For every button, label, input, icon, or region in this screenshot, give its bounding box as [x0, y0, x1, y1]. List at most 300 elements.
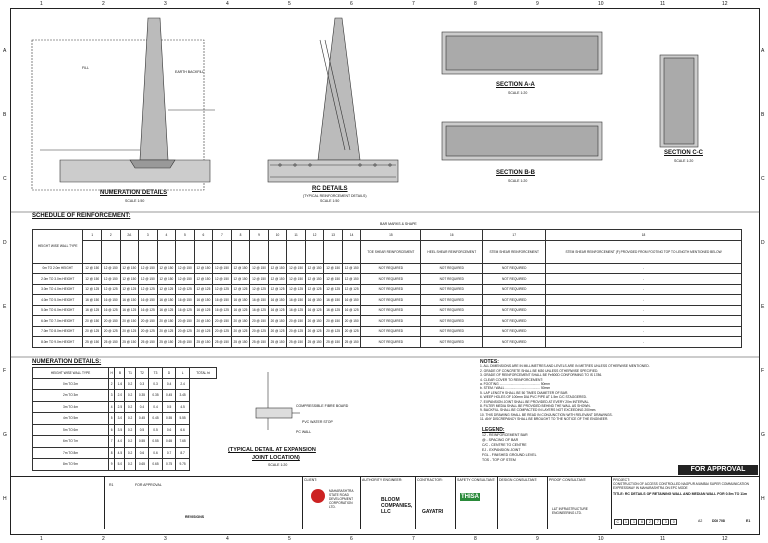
bar-shape-cell — [305, 240, 324, 263]
row-label: 8.0m TO 9.0m HEIGHT — [33, 337, 83, 348]
shear-cell: NOT REQUIRED — [483, 274, 546, 285]
bar-shape-cell — [250, 240, 269, 263]
numeration-cell: 0.2 — [125, 378, 135, 390]
note-item: 3. GRADE OF REINFORCEMENT SHALL BE Fe500D CONFORMING TO IS 1786. — [480, 373, 603, 378]
bar-cell: 20 @ 150 — [83, 316, 102, 327]
authority-name: BLOOM COMPANIES, LLC — [381, 497, 413, 515]
drawing-no: DDI 708 — [712, 519, 725, 523]
table-row — [33, 413, 217, 425]
expansion-scale: SCALE 1:20 — [268, 463, 288, 467]
table-row — [33, 284, 742, 295]
bar-cell: 12 @ 150 — [342, 274, 361, 285]
numeration-cell: 8 — [109, 447, 115, 459]
bar-cell: 20 @ 125 — [305, 326, 324, 337]
numeration-cell: 2.4 — [176, 378, 190, 390]
note-item: 6. WEEP HOLES OF 100mm DIA PVC PIPE AT 1.5m C/C STAGGERED. — [480, 395, 587, 400]
shear-cell: NOT REQUIRED — [361, 263, 421, 274]
bar-cell: 16 @ 150 — [250, 295, 269, 306]
bar-cell: 20 @ 125 — [342, 326, 361, 337]
numeration-col-head: T2 — [135, 368, 149, 379]
numeration-cell: 0.2 — [125, 390, 135, 402]
expansion-joint-drawing — [256, 372, 300, 430]
schedule-col-head: 18 — [546, 230, 742, 241]
schedule-col-head: 5 — [176, 230, 195, 241]
authority-cell — [361, 477, 416, 529]
bar-cell: 16 @ 125 — [139, 305, 158, 316]
numeration-cell: 0.35 — [135, 390, 149, 402]
bar-cell: 12 @ 150 — [268, 263, 287, 274]
ruler-row-label: A — [3, 48, 7, 54]
bar-cell: 16 @ 150 — [101, 295, 120, 306]
bar-shape-cell — [157, 240, 176, 263]
safety-label: SAFETY CONSULTANT: — [457, 478, 496, 482]
bar-cell: 16 @ 150 — [324, 295, 343, 306]
table-row — [33, 401, 217, 413]
bar-cell: 12 @ 150 — [213, 274, 232, 285]
bar-cell: 16 @ 150 — [139, 295, 158, 306]
bar-cell: 20 @ 125 — [231, 326, 250, 337]
bar-cell: 20 @ 150 — [231, 316, 250, 327]
ruler-row-label: D — [3, 240, 7, 246]
bar-cell: 20 @ 125 — [213, 326, 232, 337]
schedule-col-head: 2A — [120, 230, 139, 241]
table-row — [33, 316, 742, 327]
numeration-cell: 6.6 — [176, 424, 190, 436]
ruler-col-label: 5 — [288, 1, 291, 7]
shear-cell: NOT REQUIRED — [483, 326, 546, 337]
numeration-cell: 0.5 — [135, 424, 149, 436]
ruler-col-label: 12 — [722, 1, 728, 7]
numeration-cell: 0.45 — [135, 413, 149, 425]
numeration-cell: 0.65 — [149, 459, 163, 471]
bar-cell: 12 @ 150 — [101, 274, 120, 285]
proof-cell — [548, 477, 612, 529]
ruler-col-label: 4 — [226, 1, 229, 7]
bar-cell: 20 @ 125 — [83, 326, 102, 337]
numeration-cell: 1.6 — [115, 378, 125, 390]
bar-shape-cell — [139, 240, 158, 263]
bar-cell: 16 @ 125 — [83, 305, 102, 316]
schedule-col-head: 4 — [157, 230, 176, 241]
bar-shape-cell — [231, 240, 250, 263]
numeration-cell: 0.2 — [125, 413, 135, 425]
bar-cell: 12 @ 125 — [157, 284, 176, 295]
bar-cell: 16 @ 150 — [231, 295, 250, 306]
bar-shape-cell — [194, 240, 213, 263]
schedule-col-head: 9 — [250, 230, 269, 241]
bar-cell: 20 @ 150 — [120, 316, 139, 327]
numeration-cell: 9 — [109, 459, 115, 471]
expansion-note-2: PVC WATER STOP — [302, 420, 333, 424]
note-item: 7. EXPANSION JOINT SHALL BE PROVIDED AT EVERY 20m INTERVAL. — [480, 399, 590, 404]
schedule-col-head: 11 — [287, 230, 306, 241]
shear-cell: - — [546, 326, 742, 337]
expansion-title-2: JOINT LOCATION) — [252, 455, 300, 461]
drawing-rev: E1 — [746, 519, 751, 523]
bar-cell: 20 @ 125 — [268, 326, 287, 337]
bar-cell: 12 @ 150 — [231, 274, 250, 285]
schedule-col-head: 10 — [268, 230, 287, 241]
notes-cell — [10, 477, 105, 529]
proof-name: L&T INFRASTRUCTURE ENGINEERING LTD. — [552, 507, 588, 515]
ruler-row-label: C — [761, 176, 765, 182]
schedule-col-head: 2 — [101, 230, 120, 241]
note-item: 2. GRADE OF CONCRETE SHALL BE M30 UNLESS OTHERWISE SPECIFIED. — [480, 368, 599, 373]
bar-cell: 16 @ 125 — [157, 305, 176, 316]
bar-cell: 20 @ 150 — [324, 316, 343, 327]
numeration-cell: 0.6 — [149, 447, 163, 459]
schedule-title: SCHEDULE OF REINFORCEMENT: — [32, 213, 131, 219]
ruler-col-label: 10 — [598, 536, 604, 542]
bar-cell: 20 @ 150 — [287, 316, 306, 327]
section-aa-drawing — [442, 32, 602, 74]
bar-cell: 20 @ 150 — [305, 316, 324, 327]
schedule-col-head: 3 — [139, 230, 158, 241]
project-label: PROJECT: — [613, 478, 630, 482]
bar-cell: 12 @ 150 — [176, 274, 195, 285]
bar-cell: 12 @ 125 — [120, 284, 139, 295]
bar-shape-cell — [120, 240, 139, 263]
ruler-col-label: 1 — [40, 1, 43, 7]
shear-head: STEM SHEAR REINFORCEMENT — [483, 240, 546, 263]
bar-cell: 12 @ 125 — [101, 284, 120, 295]
ruler-row-label: G — [761, 432, 765, 438]
bar-shape-cell — [101, 240, 120, 263]
title-block — [10, 476, 760, 529]
ruler-col-label: 3 — [164, 1, 167, 7]
bar-cell: 20 @ 125 — [324, 326, 343, 337]
shear-cell: NOT REQUIRED — [361, 295, 421, 306]
numeration-cell: 7 — [109, 436, 115, 448]
ruler-col-label: 11 — [660, 536, 666, 542]
schedule-col-head: 6 — [194, 230, 213, 241]
bar-cell: 16 @ 125 — [305, 305, 324, 316]
expansion-note-3: PC WALL — [296, 430, 312, 434]
note-item: 9. BACKFILL SHALL BE COMPACTED IN LAYERS NOT EXCEEDING 200mm. — [480, 408, 597, 413]
bar-cell: 16 @ 125 — [176, 305, 195, 316]
shear-cell: NOT REQUIRED — [421, 263, 483, 274]
numeration-cell: 3.0 — [115, 413, 125, 425]
numeration-table — [32, 367, 217, 471]
bar-cell: 20 @ 150 — [139, 316, 158, 327]
section-bb-scale: SCALE 1:20 — [508, 179, 528, 183]
legend-item: TOS - TOP OF STEM — [482, 458, 516, 462]
bar-cell: 20 @ 150 — [250, 316, 269, 327]
bar-cell: 16 @ 125 — [268, 305, 287, 316]
bar-cell: 16 @ 150 — [83, 295, 102, 306]
schedule-head: HEIGHT WISE WALL TYPE — [33, 230, 83, 264]
ruler-col-label: 6 — [350, 536, 353, 542]
code-digit: 1 — [630, 519, 637, 525]
bar-cell: 12 @ 150 — [250, 274, 269, 285]
bar-cell: 20 @ 150 — [342, 316, 361, 327]
contractor-cell — [416, 477, 456, 529]
bar-cell: 12 @ 150 — [120, 274, 139, 285]
bar-cell: 12 @ 150 — [83, 274, 102, 285]
bar-cell: 20 @ 125 — [139, 326, 158, 337]
numeration-cell: 0.45 — [149, 413, 163, 425]
ruler-row-label: F — [3, 368, 7, 374]
shear-cell: NOT REQUIRED — [361, 326, 421, 337]
ruler-row-label: G — [3, 432, 7, 438]
numeration-cell: 0.35 — [149, 390, 163, 402]
bar-cell: 12 @ 125 — [231, 284, 250, 295]
bar-shape-cell — [176, 240, 195, 263]
bar-cell: 20 @ 150 — [101, 316, 120, 327]
design-label: DESIGN CONSULTANT: — [499, 478, 538, 482]
bar-cell: 16 @ 125 — [101, 305, 120, 316]
ruler-row-label: C — [3, 176, 7, 182]
table-row — [33, 436, 217, 448]
bar-cell: 16 @ 125 — [120, 305, 139, 316]
ruler-col-label: 9 — [536, 1, 539, 7]
code-digit: 6 — [638, 519, 645, 525]
revisions-label: REVISIONS — [185, 515, 205, 519]
bar-cell: 25 @ 150 — [194, 337, 213, 348]
numeration-cell: 6 — [109, 424, 115, 436]
bar-cell: 20 @ 125 — [250, 326, 269, 337]
bar-shape-cell — [342, 240, 361, 263]
legend-item: EJ - EXPANSION JOINT — [482, 448, 521, 452]
numeration-cell: 3.5 — [115, 424, 125, 436]
numeration-cell: 5 — [109, 413, 115, 425]
ruler-col-label: 3 — [164, 536, 167, 542]
ruler-col-label: 7 — [412, 536, 415, 542]
bar-shape-cell — [287, 240, 306, 263]
numeration-cell: 0.2 — [125, 424, 135, 436]
client-cell — [303, 477, 361, 529]
numeration-cell: 6m TO 7m — [33, 436, 109, 448]
numeration-wall-drawing — [32, 18, 215, 190]
bar-cell: 12 @ 150 — [231, 263, 250, 274]
table-row — [33, 326, 742, 337]
bar-shape-cell — [268, 240, 287, 263]
numeration-cell: 0.55 — [162, 413, 176, 425]
table-row — [33, 447, 217, 459]
bar-cell: 12 @ 150 — [305, 263, 324, 274]
bar-cell: 12 @ 150 — [139, 274, 158, 285]
ruler-col-label: 5 — [288, 536, 291, 542]
numeration-col-head: TOTAL ht — [189, 368, 216, 379]
ruler-col-label: 10 — [598, 1, 604, 7]
numeration-cell: 0.4 — [135, 401, 149, 413]
rev-desc: FOR APPROVAL — [135, 483, 162, 487]
project-cell — [612, 477, 760, 529]
bar-cell: 12 @ 150 — [83, 263, 102, 274]
bar-cell: 25 @ 150 — [213, 337, 232, 348]
row-label: 7.0m TO 8.0m HEIGHT — [33, 326, 83, 337]
row-label: 5.0m TO 6.0m HEIGHT — [33, 305, 83, 316]
note-item: b. STEM / WALL ...................................... 50mm — [480, 386, 551, 391]
bar-cell: 12 @ 125 — [139, 284, 158, 295]
bar-cell: 12 @ 125 — [83, 284, 102, 295]
numeration-cell: 0.7 — [162, 447, 176, 459]
bar-cell: 16 @ 125 — [231, 305, 250, 316]
bar-cell: 16 @ 150 — [120, 295, 139, 306]
bar-cell: 12 @ 125 — [194, 284, 213, 295]
numeration-cell: 0.75 — [162, 459, 176, 471]
bar-cell: 12 @ 150 — [287, 274, 306, 285]
fill-label: FILL — [82, 66, 90, 70]
numeration-cell: 0.3 — [149, 378, 163, 390]
ruler-col-label: 9 — [536, 536, 539, 542]
note-item: 10. THIS DRAWING SHALL BE READ IN CONJUNCTION WITH RELEVANT DRAWINGS. — [480, 412, 613, 417]
shear-cell: NOT REQUIRED — [361, 316, 421, 327]
code-digit: C — [614, 519, 622, 525]
ruler-col-label: 2 — [102, 536, 105, 542]
bar-cell: 12 @ 150 — [194, 263, 213, 274]
shear-cell: NOT REQUIRED — [421, 295, 483, 306]
shear-cell: - — [546, 305, 742, 316]
bar-cell: 20 @ 125 — [176, 326, 195, 337]
numeration-cell: 0.5 — [162, 401, 176, 413]
schedule-col-head: 7 — [213, 230, 232, 241]
bar-cell: 12 @ 150 — [287, 263, 306, 274]
numeration-table-title: NUMERATION DETAILS: — [32, 359, 102, 365]
bar-cell: 12 @ 150 — [157, 263, 176, 274]
numeration-cell: 7.65 — [176, 436, 190, 448]
bar-cell: 16 @ 150 — [342, 295, 361, 306]
numeration-cell: 7m TO 8m — [33, 447, 109, 459]
bar-cell: 12 @ 125 — [342, 284, 361, 295]
shear-cell: NOT REQUIRED — [421, 326, 483, 337]
shear-cell: NOT REQUIRED — [483, 337, 546, 348]
expansion-note-1: COMPRESSIBLE FIBRE BOARD — [296, 404, 349, 408]
code-digit: 3 — [662, 519, 669, 525]
rc-details-subtitle: (TYPICAL REINFORCEMENT DETAILS) — [303, 194, 367, 198]
project-text: CONSTRUCTION OF ACCESS CONTROLLED NAGPUR-MUMBAI SUPER COMMUNICATION EXPRESSWAY IN MAHARASHTRA ON EPC MODE — [613, 482, 749, 490]
shear-cell: - — [546, 316, 742, 327]
drawing-title: TITLE: RC DETAILS OF RETAINING WALL AND MEDIAN WALL FOR 0.5m TO 11m — [613, 492, 748, 496]
shear-cell: NOT REQUIRED — [421, 305, 483, 316]
bar-cell: 25 @ 150 — [305, 337, 324, 348]
code-digit: 0 — [670, 519, 677, 525]
note-item: 1. ALL DIMENSIONS ARE IN MILLIMETRES AND LEVELS ARE IN METRES UNLESS OTHERWISE MENTIONED. — [480, 364, 650, 369]
numeration-cell: 0.3 — [135, 378, 149, 390]
bar-cell: 16 @ 150 — [194, 295, 213, 306]
bar-cell: 20 @ 150 — [268, 316, 287, 327]
table-row — [33, 274, 742, 285]
bar-cell: 12 @ 150 — [268, 274, 287, 285]
code-digit: 7 — [654, 519, 661, 525]
bar-cell: 20 @ 150 — [176, 316, 195, 327]
bar-shape-cell — [324, 240, 343, 263]
bar-cell: 25 @ 150 — [139, 337, 158, 348]
note-item: a. FOOTING ............................................ 50mm — [480, 382, 550, 387]
design-cell — [498, 477, 548, 529]
bar-cell: 12 @ 150 — [324, 274, 343, 285]
bar-cell: 12 @ 125 — [176, 284, 195, 295]
contractor-label: CONTRACTOR: — [417, 478, 443, 482]
numeration-cell: 0.65 — [135, 459, 149, 471]
bar-cell: 12 @ 125 — [324, 284, 343, 295]
shear-cell: NOT REQUIRED — [421, 284, 483, 295]
bar-cell: 12 @ 150 — [157, 274, 176, 285]
authority-label: AUTHORITY ENGINEER: — [362, 478, 403, 482]
numeration-cell: 4m TO 5m — [33, 413, 109, 425]
schedule-col-head: 17 — [483, 230, 546, 241]
table-row — [33, 295, 742, 306]
ruler-row-label: H — [3, 496, 7, 502]
row-label: 0m TO 2.0m HEIGHT — [33, 263, 83, 274]
note-item: 8. FILTER MEDIA SHALL BE PROVIDED BEHIND THE WALL AS SHOWN. — [480, 404, 591, 409]
rev-no: R1 — [109, 483, 114, 487]
numeration-scale: SCALE 1:50 — [125, 199, 145, 203]
section-cc-title: SECTION C-C — [664, 150, 703, 156]
revisions-cell — [105, 477, 303, 529]
ruler-row-label: E — [761, 304, 765, 310]
section-bb-drawing — [442, 122, 602, 160]
notes-title: NOTES: — [480, 359, 499, 365]
bar-cell: 25 @ 150 — [287, 337, 306, 348]
schedule-col-head: 8 — [231, 230, 250, 241]
shear-cell: NOT REQUIRED — [361, 284, 421, 295]
numeration-cell: 0.65 — [162, 436, 176, 448]
shear-cell: NOT REQUIRED — [361, 274, 421, 285]
numeration-cell: 0.2 — [125, 436, 135, 448]
bar-cell: 12 @ 150 — [101, 263, 120, 274]
shear-cell: - — [546, 284, 742, 295]
numeration-cell: 3 — [109, 390, 115, 402]
ruler-row-label: D — [761, 240, 765, 246]
bar-cell: 12 @ 150 — [324, 263, 343, 274]
section-bb-title: SECTION B-B — [496, 170, 535, 176]
ruler-col-label: 8 — [474, 536, 477, 542]
approval-stamp: FOR APPROVAL — [678, 465, 758, 475]
bar-cell: 12 @ 150 — [194, 274, 213, 285]
bar-cell: 25 @ 150 — [250, 337, 269, 348]
bar-marks-header: BAR MARKS & SHAPE — [380, 222, 417, 226]
bar-cell: 16 @ 125 — [342, 305, 361, 316]
legend-block — [482, 428, 602, 463]
bar-cell: 16 @ 150 — [287, 295, 306, 306]
shear-cell: NOT REQUIRED — [421, 274, 483, 285]
numeration-col-head: L — [176, 368, 190, 379]
note-item: 11. ANY DISCREPANCY SHALL BE BROUGHT TO THE NOTICE OF THE ENGINEER. — [480, 417, 609, 422]
shear-cell: - — [546, 263, 742, 274]
ruler-row-label: A — [761, 48, 765, 54]
legend-item: FGL - FINISHED GROUND LEVEL — [482, 453, 537, 457]
ruler-col-label: 1 — [40, 536, 43, 542]
numeration-cell: 0.45 — [162, 390, 176, 402]
bar-cell: 20 @ 150 — [194, 316, 213, 327]
numeration-cell: 9.75 — [176, 459, 190, 471]
bar-cell: 20 @ 125 — [194, 326, 213, 337]
bar-cell: 20 @ 125 — [157, 326, 176, 337]
section-aa-scale: SCALE 1:20 — [508, 91, 528, 95]
table-row — [33, 390, 217, 402]
bar-cell: 12 @ 150 — [342, 263, 361, 274]
bar-cell: 16 @ 125 — [250, 305, 269, 316]
bar-cell: 12 @ 150 — [176, 263, 195, 274]
ruler-col-label: 7 — [412, 1, 415, 7]
note-item: 4. CLEAR COVER TO REINFORCEMENT: — [480, 377, 543, 382]
shear-cell: NOT REQUIRED — [483, 263, 546, 274]
shear-cell: NOT REQUIRED — [421, 337, 483, 348]
numeration-cell: 0.5 — [149, 424, 163, 436]
ruler-row-label: B — [761, 112, 765, 118]
numeration-cell: 3m TO 4m — [33, 401, 109, 413]
section-cc-scale: SCALE 1:20 — [674, 159, 694, 163]
numeration-cell: 0.2 — [125, 447, 135, 459]
schedule-col-head: 16 — [421, 230, 483, 241]
legend-item: C/C - CENTRE TO CENTRE — [482, 443, 527, 447]
schedule-col-head: 13 — [324, 230, 343, 241]
row-label: 3.0m TO 4.0m HEIGHT — [33, 284, 83, 295]
client-name: MAHARASHTRA STATE ROAD DEVELOPMENT CORPORATION LTD. — [329, 489, 354, 509]
numeration-cell: 0.55 — [135, 436, 149, 448]
bar-shape-cell — [83, 240, 102, 263]
